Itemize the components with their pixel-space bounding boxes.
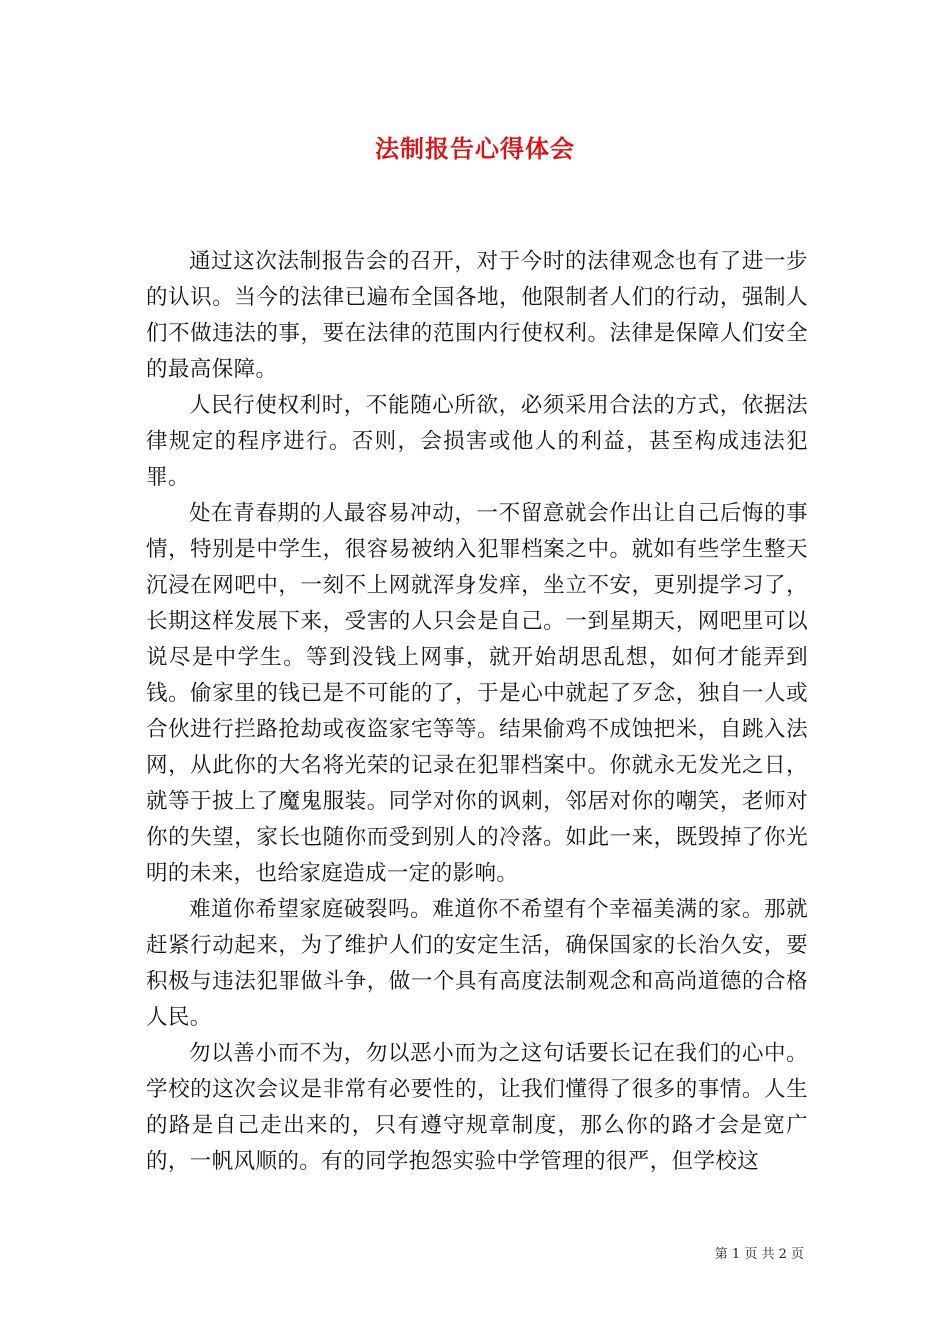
paragraph: 处在青春期的人最容易冲动，一不留意就会作出让自己后悔的事情，特别是中学生，很容易被纳入犯罪档案之中。就如有些学生整天沉浸在网吧中，一刻不上网就浑身发痒，坐立不安，更别提学习了，长期这样发展下来，受害的人只会是自己。一到星期天，网吧里可以说尽是中学生。等到没钱上网事，就开始胡思乱想，如何才能弄到钱。偷家里的钱已是不可能的了，于是心中就起了歹念，独自一人或合伙进行拦路抢劫或夜盗家宅等等。结果偷鸡不成蚀把米，自跳入法网，从此你的大名将光荣的记录在犯罪档案中。你就永无发光之日，就等于披上了魔鬼服装。同学对你的讽刺，邻居对你的嘲笑，老师对你的失望，家长也随你而受到别人的冷落。如此一来，既毁掉了你光明的未来，也给家庭造成一定的影响。	[146, 501, 808, 886]
paragraph: 勿以善小而不为，勿以恶小而为之这句话要长记在我们的心中。学校的这次会议是非常有必要性的，让我们懂得了很多的事情。人生的路是自己走出来的，只有遵守规章制度，那么你的路才会是宽广的，一帆风顺的。有的同学抱怨实验中学管理的很严，但学校这	[146, 1041, 808, 1174]
paragraph: 人民行使权利时，不能随心所欲，必须采用合法的方式，依据法律规定的程序进行。否则，会损害或他人的利益，甚至构成违法犯罪。	[146, 393, 808, 490]
paragraph: 难道你希望家庭破裂吗。难道你不希望有个幸福美满的家。那就赶紧行动起来，为了维护人们的安定生活，确保国家的长治久安，要积极与违法犯罪做斗争，做一个具有高度法制观念和高尚道德的合格人民。	[146, 897, 808, 1030]
document-body	[146, 244, 808, 1180]
paragraph: 通过这次法制报告会的召开，对于今时的法律观念也有了进一步的认识。当今的法律已遍布全国各地，他限制者人们的行动，强制人们不做违法的事，要在法律的范围内行使权利。法律是保障人们安全的最高保障。	[146, 249, 808, 382]
document-title: 法制报告心得体会	[375, 134, 575, 163]
page-number-footer: 第 1 页 共 2 页	[714, 1247, 804, 1262]
